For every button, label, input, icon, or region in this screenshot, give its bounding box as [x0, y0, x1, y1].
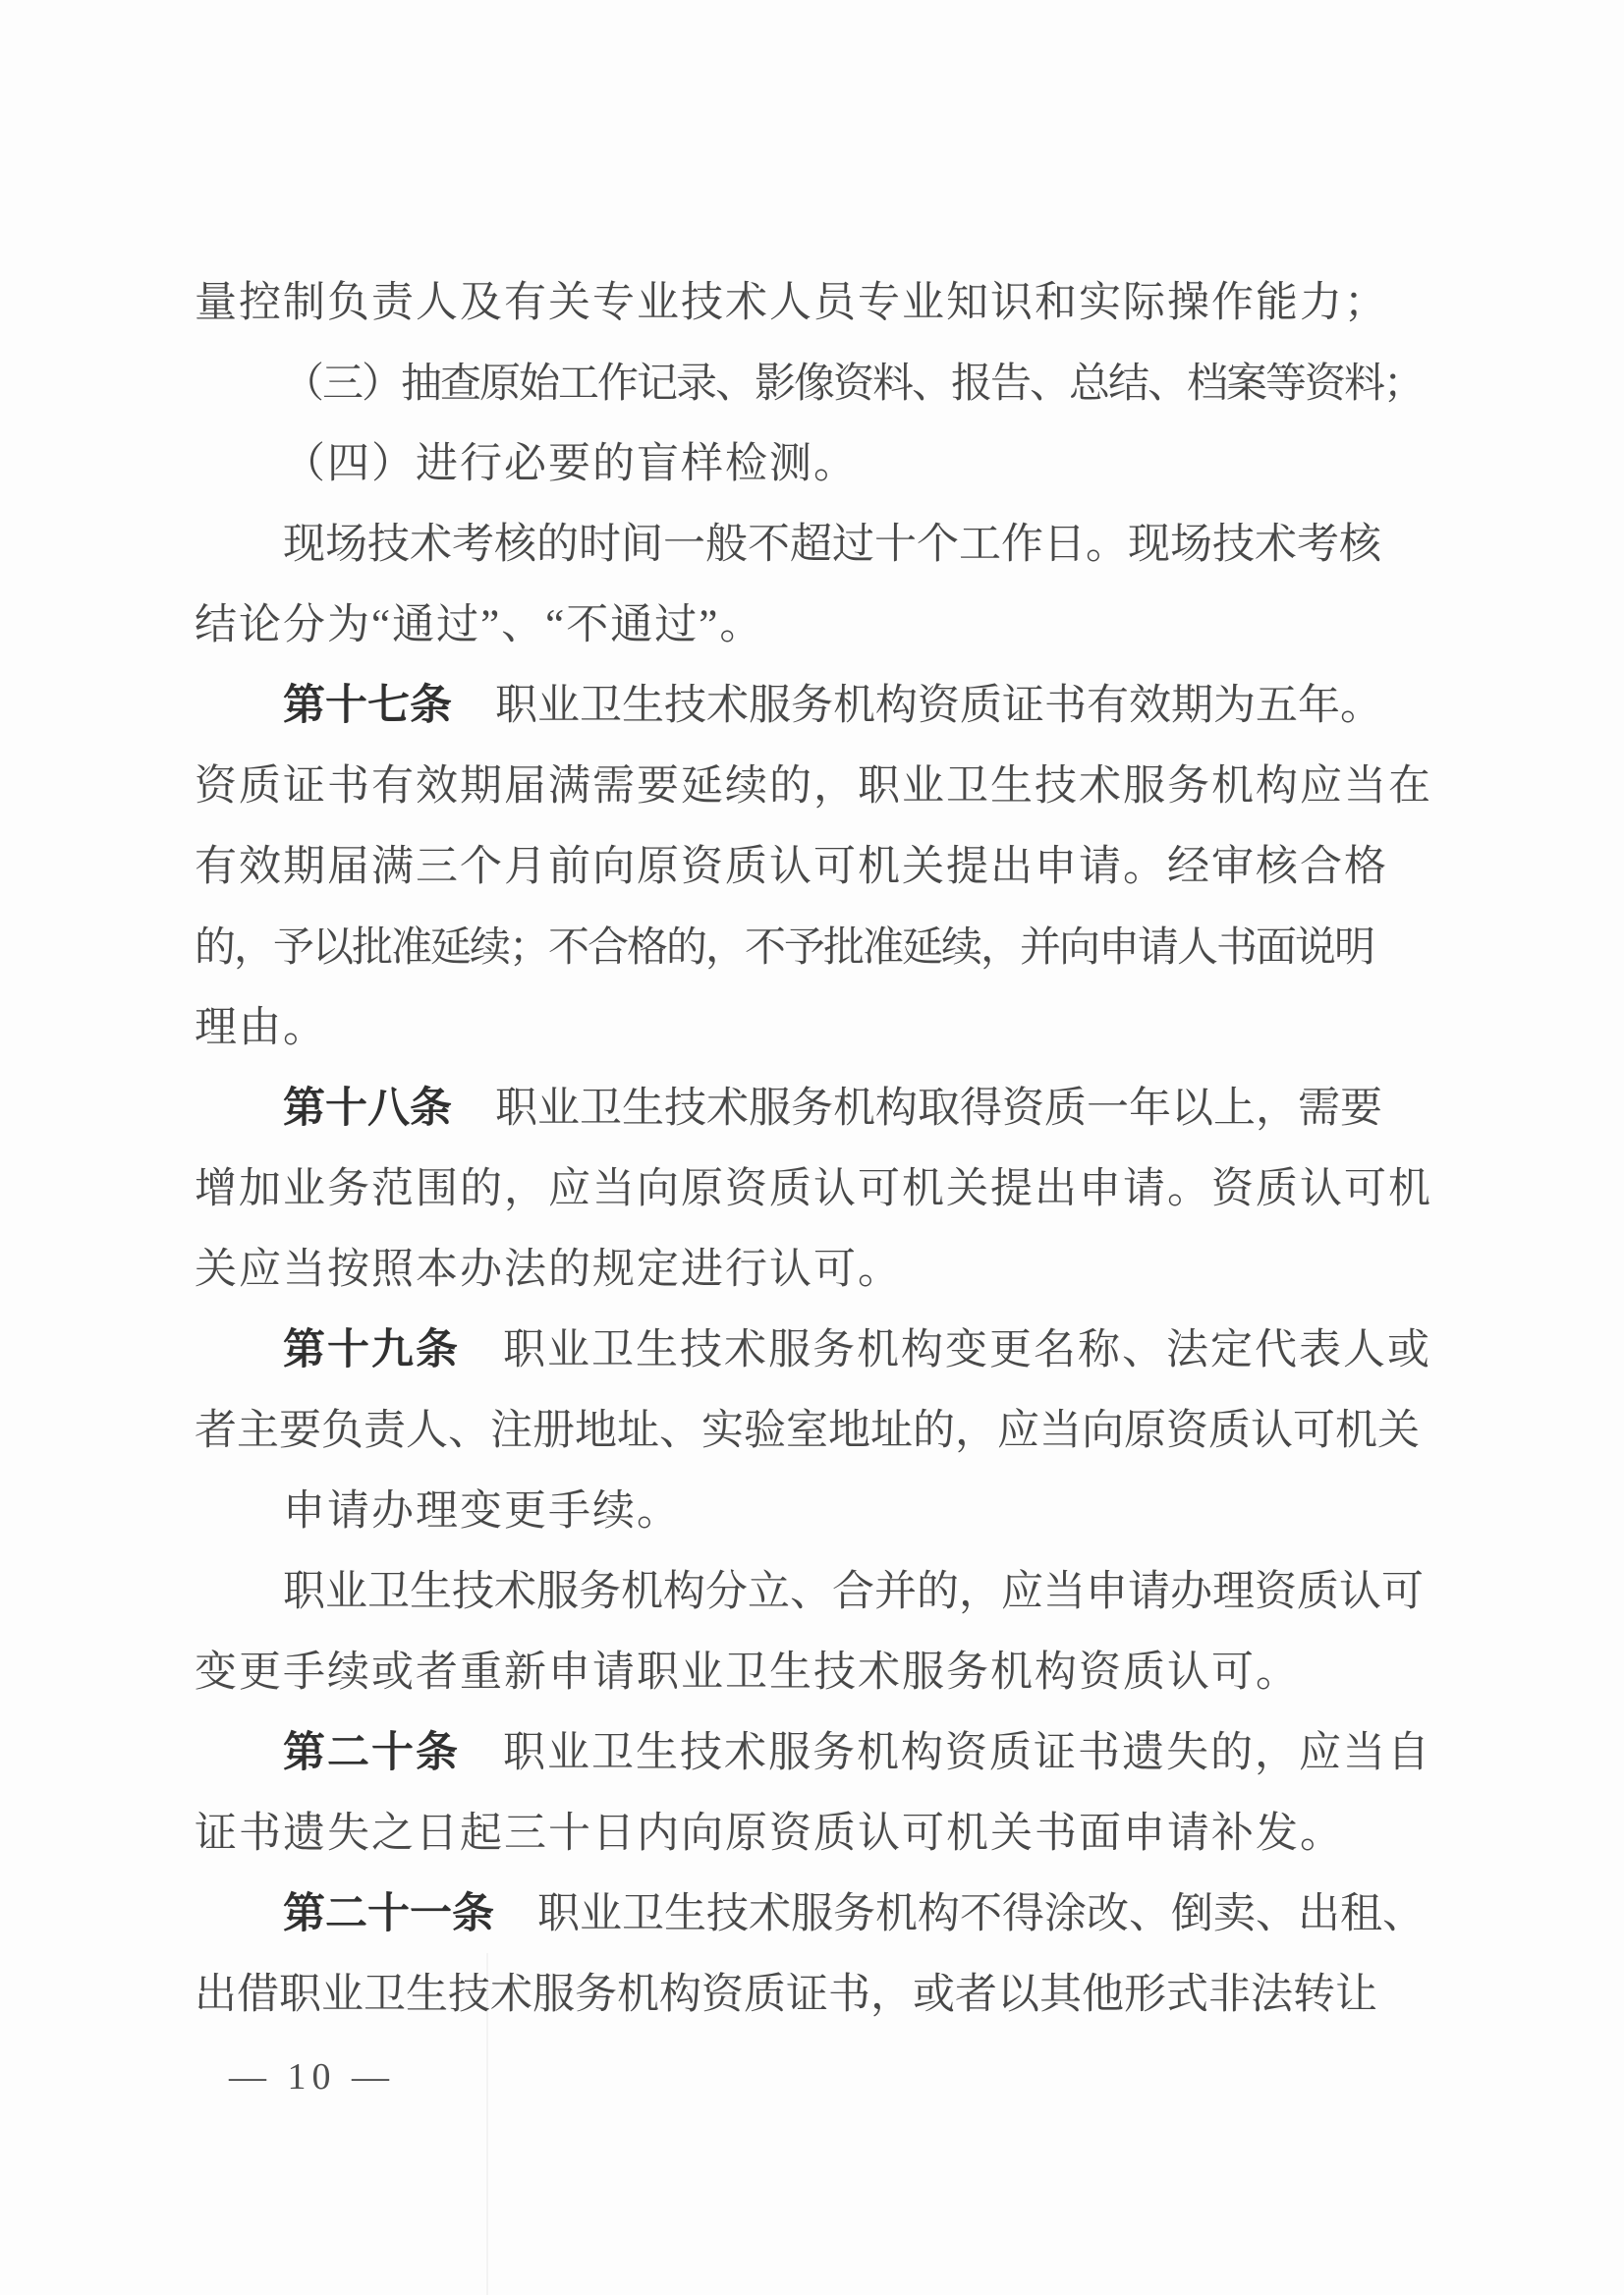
text-line: [195, 263, 1413, 344]
article-number: 第十九条: [283, 1327, 460, 1373]
article-number: 第二十条: [283, 1730, 460, 1776]
line-text: （四）进行必要的盲样检测。: [283, 441, 858, 487]
text-line: [195, 988, 1413, 1069]
line-text: 申请办理变更手续。: [283, 1488, 681, 1535]
text-line: [195, 1230, 1413, 1311]
line-text: 职业卫生技术服务机构变更名称、法定代表人或: [503, 1327, 1431, 1373]
line-text: 变更手续或者重新申请职业卫生技术服务机构资质认可。: [195, 1650, 1300, 1696]
line-text: 结论分为“通过”、“不通过”。: [195, 602, 764, 648]
text-line: [195, 1311, 1431, 1391]
text-line: [195, 344, 1424, 424]
text-line: [195, 1552, 1424, 1633]
line-text: 职业卫生技术服务机构分立、合并的，应当申请办理资质认可: [283, 1569, 1424, 1615]
text-line: [195, 1149, 1432, 1230]
line-text: （三）抽查原始工作记录、影像资料、报告、总结、档案等资料；: [283, 362, 1424, 407]
line-text: 理由。: [195, 1005, 327, 1051]
line-text: 职业卫生技术服务机构不得涂改、倒卖、出租、: [537, 1891, 1425, 1937]
line-text: 职业卫生技术服务机构资质证书有效期为五年。: [495, 683, 1382, 729]
scan-artifact-line: [486, 1953, 488, 2295]
text-line: [195, 1955, 1413, 2036]
line-text: 职业卫生技术服务机构取得资质一年以上，需要: [495, 1086, 1382, 1132]
text-line: [195, 505, 1413, 586]
text-line: [195, 1794, 1413, 1875]
line-text: 职业卫生技术服务机构资质证书遗失的，应当自: [503, 1730, 1431, 1776]
line-text: 出借职业卫生技术服务机构资质证书，或者以其他形式非法转让: [195, 1972, 1377, 2018]
page-number: — 10 —: [229, 2056, 395, 2098]
text-line: [195, 908, 1413, 988]
line-text: 增加业务范围的，应当向原资质认可机关提出申请。资质认可机: [195, 1166, 1432, 1212]
text-line: [195, 666, 1413, 747]
line-text: 关应当按照本办法的规定进行认可。: [195, 1247, 902, 1293]
line-text: 的，予以批准延续；不合格的，不予批准延续，并向申请人书面说明: [195, 925, 1374, 971]
text-line: [195, 827, 1413, 908]
article-number: 第二十一条: [283, 1891, 494, 1937]
line-text: 者主要负责人、注册地址、实验室地址的，应当向原资质认可机关: [195, 1408, 1420, 1454]
line-text: 现场技术考核的时间一般不超过十个工作日。现场技术考核: [283, 522, 1381, 568]
document-lines: [195, 263, 1432, 2036]
line-text: 证书遗失之日起三十日内向原资质认可机关书面申请补发。: [195, 1811, 1344, 1857]
line-text: 有效期届满三个月前向原资质认可机关提出申请。经审核合格: [195, 844, 1388, 890]
text-line: [195, 1069, 1413, 1149]
text-line: [195, 586, 1413, 666]
article-number: 第十八条: [283, 1086, 452, 1132]
text-line: [195, 1391, 1420, 1472]
article-number: 第十七条: [283, 683, 452, 729]
text-line: [195, 424, 1413, 505]
text-line: [195, 747, 1432, 827]
text-line: [195, 1713, 1431, 1794]
text-line: [195, 1633, 1413, 1713]
text-line: [195, 1875, 1425, 1955]
line-text: 量控制负责人及有关专业技术人员专业知识和实际操作能力；: [195, 280, 1388, 326]
text-line: [195, 1472, 1413, 1552]
line-text: 资质证书有效期届满需要延续的，职业卫生技术服务机构应当在: [195, 763, 1432, 810]
